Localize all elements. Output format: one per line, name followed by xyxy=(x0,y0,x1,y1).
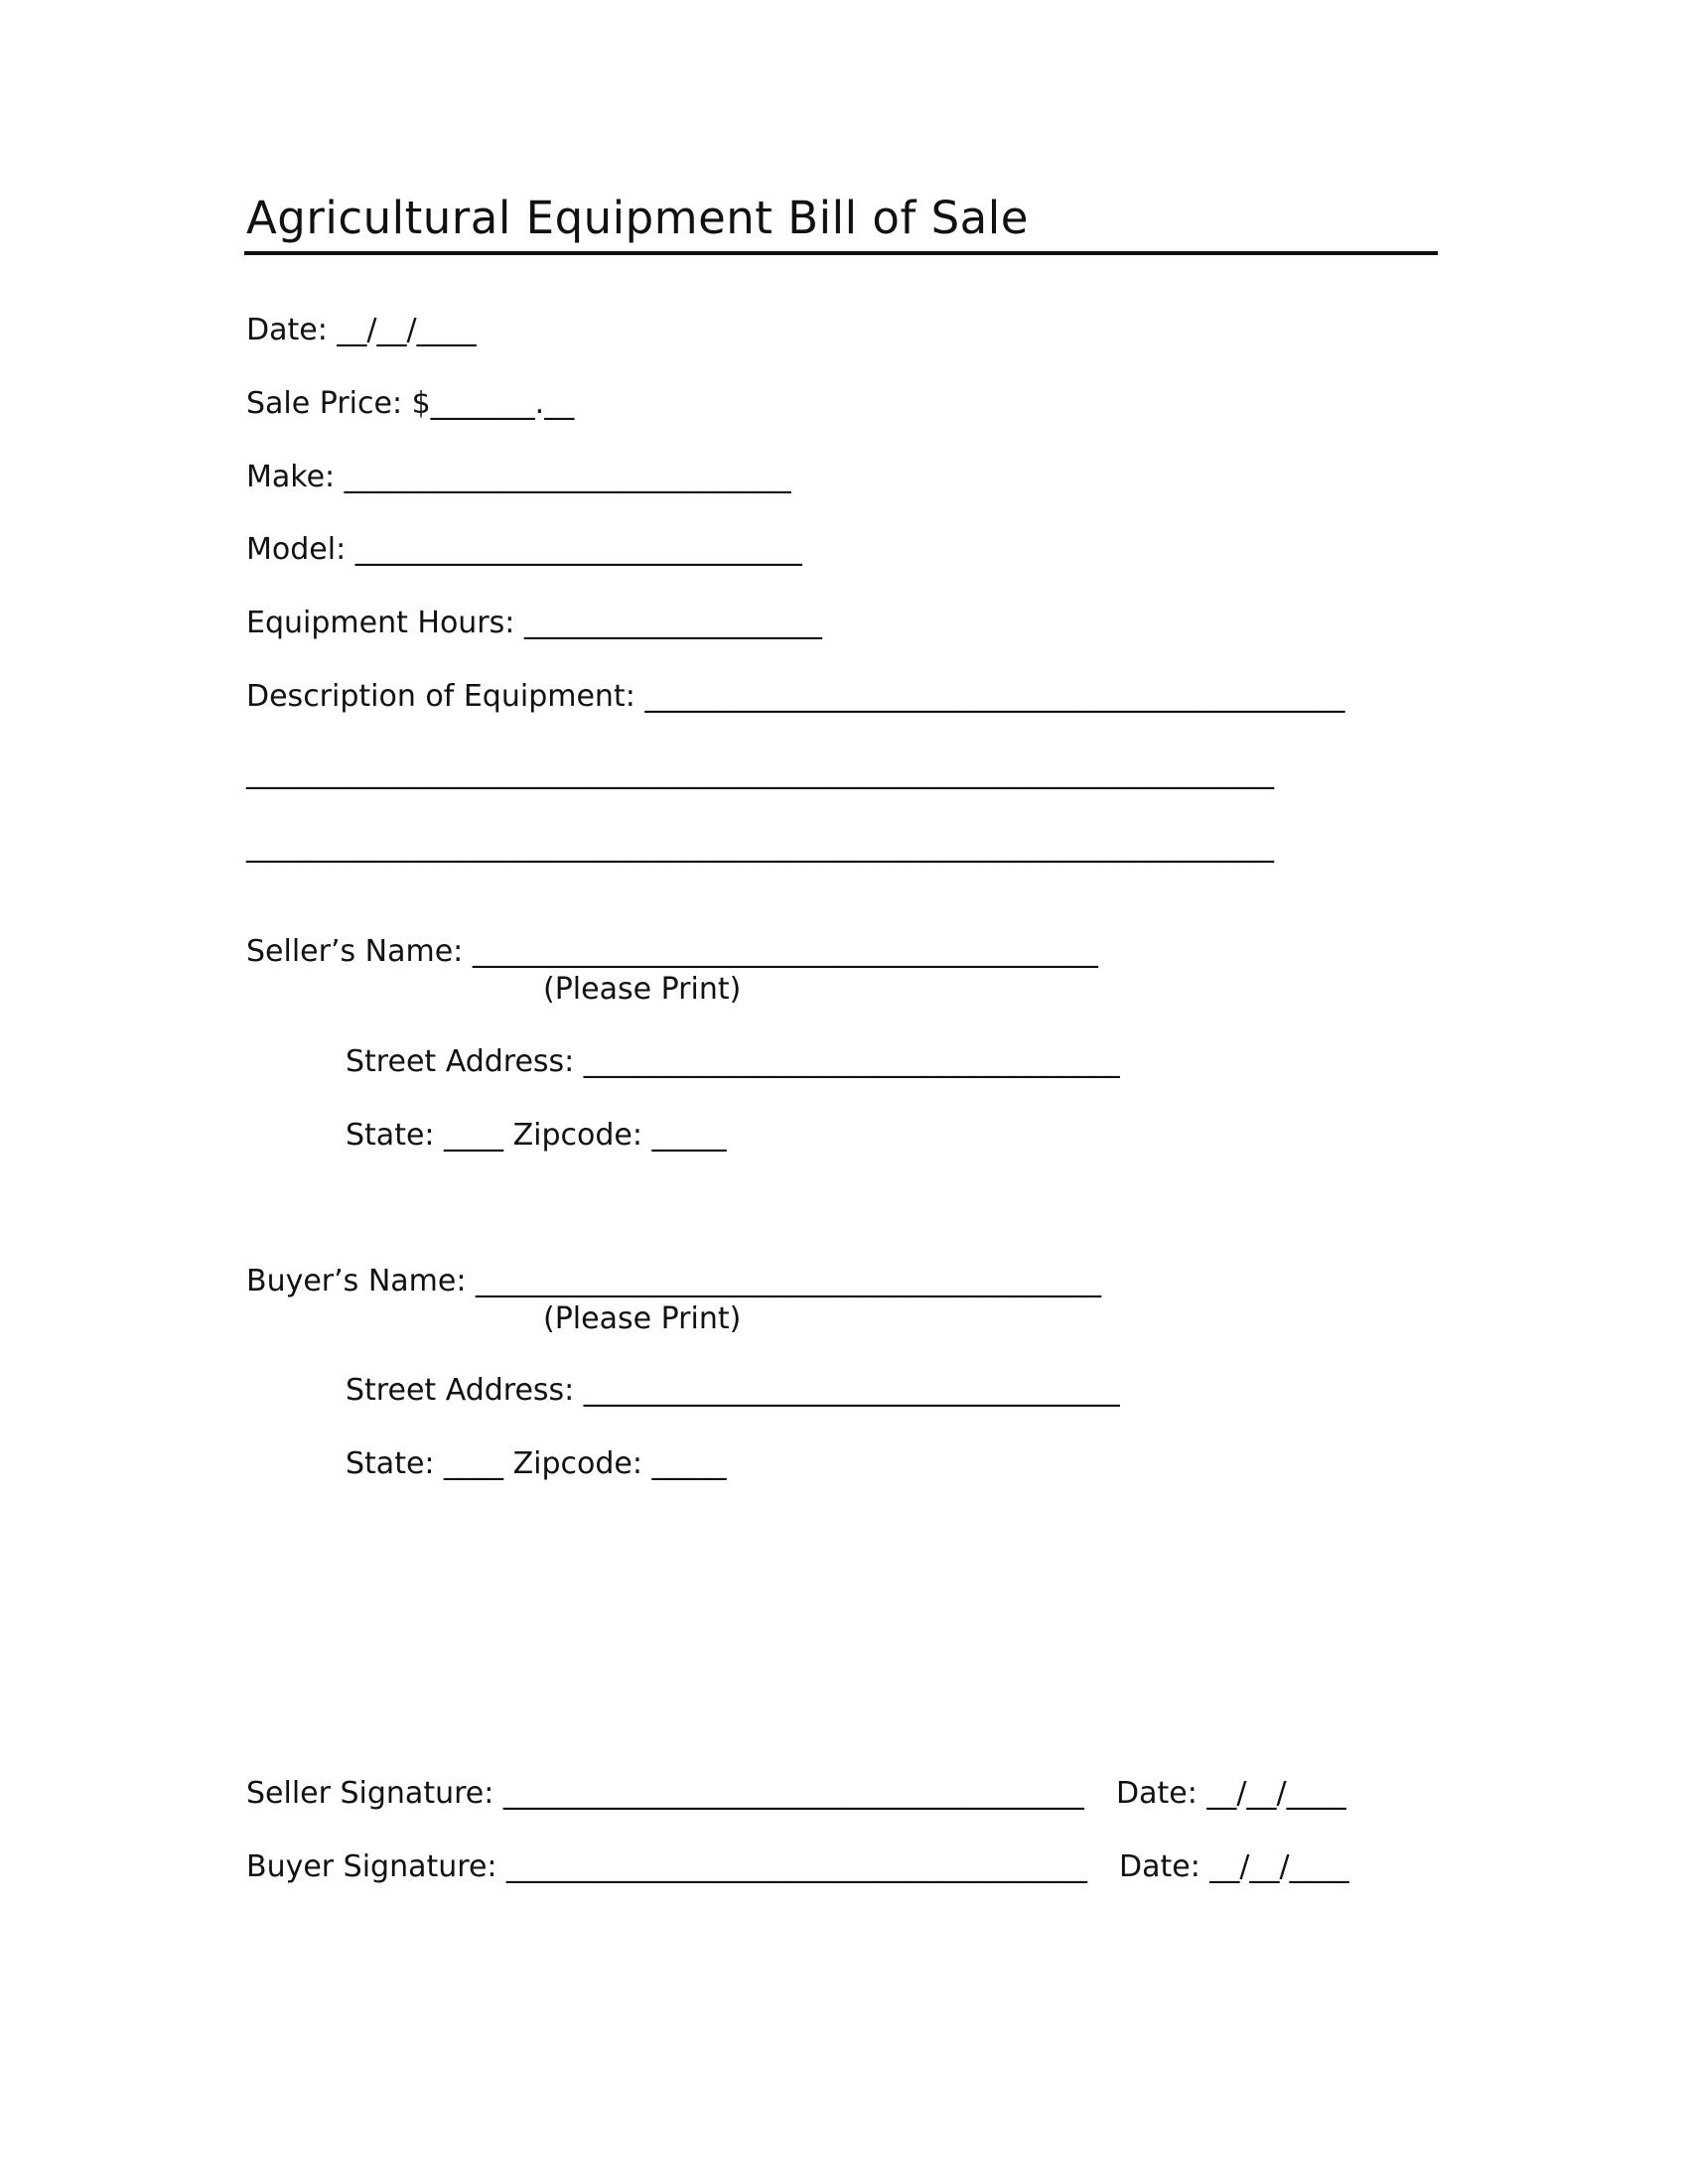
seller-state-zip-field[interactable]: State: ____ Zipcode: _____ xyxy=(346,1118,727,1153)
seller-name-field[interactable]: Seller’s Name: __________________________________________ xyxy=(246,934,1098,969)
make-field[interactable]: Make: ______________________________ xyxy=(246,460,791,494)
seller-print-note: (Please Print) xyxy=(543,972,742,1007)
buyer-state-zip-field[interactable]: State: ____ Zipcode: _____ xyxy=(346,1446,727,1481)
document-title: Agricultural Equipment Bill of Sale xyxy=(246,192,1029,244)
sale-price-field[interactable]: Sale Price: $_______.__ xyxy=(246,386,575,421)
seller-signature-field[interactable]: Seller Signature: _______________________________________ xyxy=(246,1776,1084,1811)
date-field[interactable]: Date: __/__/____ xyxy=(246,313,477,347)
buyer-print-note: (Please Print) xyxy=(543,1301,742,1336)
buyer-name-field[interactable]: Buyer’s Name: __________________________________________ xyxy=(246,1264,1101,1298)
seller-street-address-field[interactable]: Street Address: ____________________________________ xyxy=(346,1044,1120,1079)
description-line-2[interactable]: _____________________________________________________________________ xyxy=(246,755,1274,790)
seller-signature-date-field[interactable]: Date: __/__/____ xyxy=(1116,1776,1346,1811)
description-field[interactable]: Description of Equipment: _______________________________________________ xyxy=(246,679,1345,714)
description-line-3[interactable]: _____________________________________________________________________ xyxy=(246,829,1274,864)
buyer-signature-date-field[interactable]: Date: __/__/____ xyxy=(1119,1849,1349,1884)
buyer-street-address-field[interactable]: Street Address: ____________________________________ xyxy=(346,1373,1120,1408)
title-underline xyxy=(244,251,1438,255)
equipment-hours-field[interactable]: Equipment Hours: ____________________ xyxy=(246,606,822,640)
model-field[interactable]: Model: ______________________________ xyxy=(246,532,802,567)
buyer-signature-field[interactable]: Buyer Signature: _______________________________________ xyxy=(246,1849,1088,1884)
